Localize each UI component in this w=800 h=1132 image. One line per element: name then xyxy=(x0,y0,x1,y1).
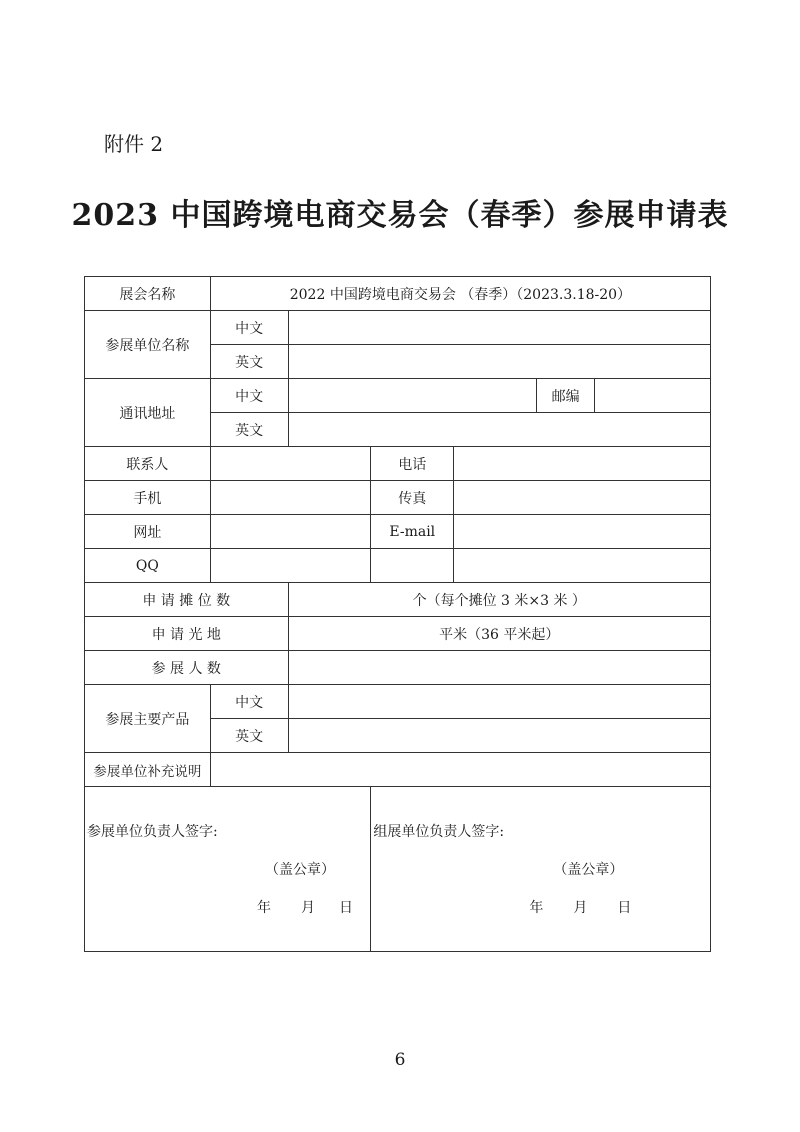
mobile-label: 手机 xyxy=(85,481,211,515)
address-chinese-label: 中文 xyxy=(210,379,288,413)
attendees-label: 参 展 人 数 xyxy=(85,651,289,685)
mobile-field[interactable] xyxy=(210,481,371,515)
organizer-year-label: 年 xyxy=(529,900,544,916)
organizer-month-label: 月 xyxy=(573,900,588,916)
exhibitor-name-english-field[interactable] xyxy=(288,345,710,379)
exhibitor-name-label: 参展单位名称 xyxy=(85,311,211,379)
exhibitor-name-english-label: 英文 xyxy=(210,345,288,379)
products-english-field[interactable] xyxy=(288,719,710,753)
organizer-signature-cell[interactable] xyxy=(371,787,711,952)
notes-field[interactable] xyxy=(210,753,710,787)
email-field[interactable] xyxy=(454,515,711,549)
booth-count-unit[interactable]: 个（每个摊位 3 米×3 米 ） xyxy=(288,583,710,617)
products-chinese-label: 中文 xyxy=(210,685,288,719)
exhibitor-day-label: 日 xyxy=(339,900,353,916)
address-label: 通讯地址 xyxy=(85,379,211,447)
attachment-label: 附件 2 xyxy=(104,132,164,156)
booth-count-label: 申 请 摊 位 数 xyxy=(85,583,289,617)
organizer-signature-label: 组展单位负责人签字: xyxy=(373,824,505,840)
exhibitor-name-chinese-label: 中文 xyxy=(210,311,288,345)
contact-label: 联系人 xyxy=(85,447,211,481)
products-english-label: 英文 xyxy=(210,719,288,753)
exhibition-name-label: 展会名称 xyxy=(85,277,211,311)
space-label: 申 请 光 地 xyxy=(85,617,289,651)
space-unit[interactable]: 平米（36 平米起） xyxy=(288,617,710,651)
website-field[interactable] xyxy=(210,515,371,549)
organizer-date xyxy=(529,897,631,917)
address-chinese-field[interactable] xyxy=(288,379,536,413)
exhibitor-signature-cell[interactable] xyxy=(85,787,371,952)
address-english-label: 英文 xyxy=(210,413,288,447)
exhibitor-date xyxy=(257,897,353,917)
email-label: E-mail xyxy=(371,515,454,549)
page-number: 6 xyxy=(394,1050,406,1070)
exhibitor-name-chinese-field[interactable] xyxy=(288,311,710,345)
exhibitor-month-label: 月 xyxy=(301,900,315,916)
qq-field[interactable] xyxy=(210,549,371,583)
contact-field[interactable] xyxy=(210,447,371,481)
organizer-seal-label: （盖公章） xyxy=(553,862,624,878)
postcode-field[interactable] xyxy=(595,379,711,413)
products-label: 参展主要产品 xyxy=(85,685,211,753)
phone-label: 电话 xyxy=(371,447,454,481)
notes-label: 参展单位补充说明 xyxy=(85,753,211,787)
exhibitor-year-label: 年 xyxy=(257,900,271,916)
fax-field[interactable] xyxy=(454,481,711,515)
application-form-table xyxy=(84,276,711,952)
exhibition-name-value: 2022 中国跨境电商交易会 （春季）（2023.3.18-20） xyxy=(210,277,710,311)
exhibitor-seal-label: （盖公章） xyxy=(265,862,335,878)
exhibitor-signature-label: 参展单位负责人签字: xyxy=(87,824,218,840)
attendees-field[interactable] xyxy=(288,651,710,685)
postcode-label: 邮编 xyxy=(537,379,595,413)
qq-extra-field-2[interactable] xyxy=(454,549,711,583)
products-chinese-field[interactable] xyxy=(288,685,710,719)
qq-extra-field[interactable] xyxy=(371,549,454,583)
address-english-field[interactable] xyxy=(288,413,710,447)
fax-label: 传真 xyxy=(371,481,454,515)
page-title: 2023 中国跨境电商交易会（春季）参展申请表 xyxy=(71,198,729,233)
phone-field[interactable] xyxy=(454,447,711,481)
organizer-day-label: 日 xyxy=(617,900,632,916)
website-label: 网址 xyxy=(85,515,211,549)
qq-label: QQ xyxy=(85,549,211,583)
